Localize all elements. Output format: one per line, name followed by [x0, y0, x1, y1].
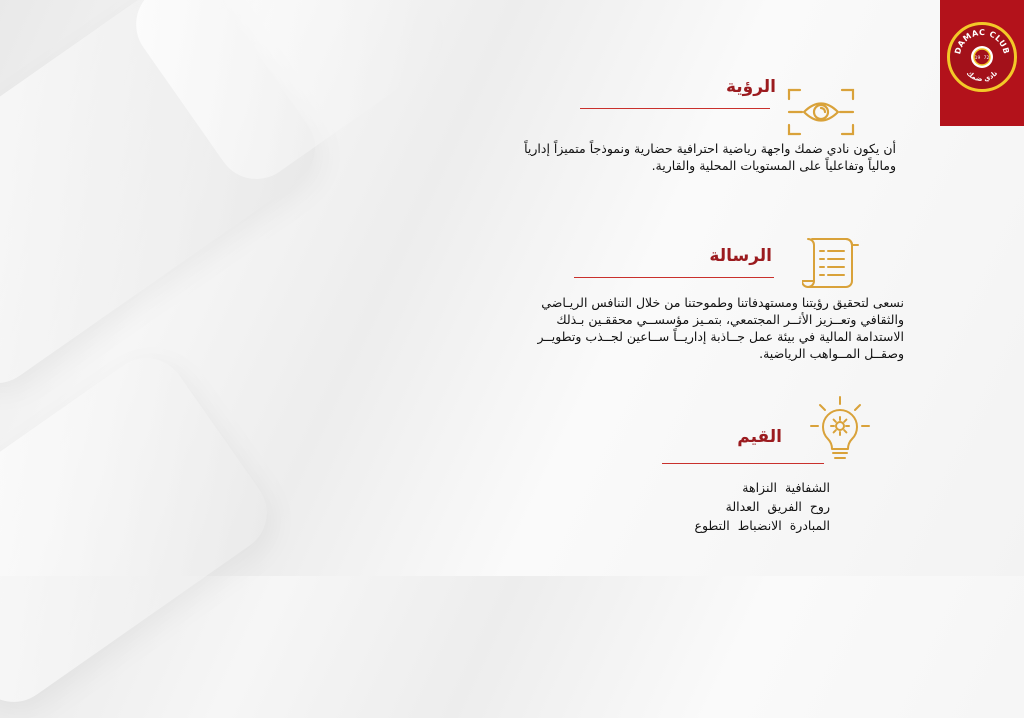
- background-shape: [0, 0, 331, 399]
- values-line: المبادرة الانضباط التطوع: [694, 518, 830, 533]
- damac-club-logo: [947, 22, 1017, 92]
- svg-text:نادي ضمك: [965, 69, 1000, 83]
- logo-text-bottom: نادي ضمك: [964, 69, 1000, 84]
- logo-text-top: DAMAC CLUB: [953, 27, 1011, 56]
- mission-text: [538, 294, 905, 362]
- values-line: روح الفريق العدالة: [725, 499, 830, 514]
- lightbulb-gear-icon: [808, 395, 872, 467]
- mission-line: نسعى لتحقيق رؤيتنا ومستهدفاتنا وطموحتنا من خلال التنافس الريـاضي: [541, 295, 904, 310]
- mission-divider: [574, 277, 774, 278]
- logo-year-right: 72: [983, 56, 990, 61]
- mission-line: والثقافي وتعــزيز الأثــر المجتمعي، بتمـيز مؤسســي محققـين بـذلك: [556, 312, 904, 327]
- values-divider: [662, 463, 824, 464]
- scroll-document-icon: [802, 231, 860, 291]
- background-shape: [120, 0, 459, 195]
- vision-text: [524, 140, 896, 174]
- background-shape: [0, 342, 282, 717]
- vision-title: الرؤية: [725, 77, 776, 97]
- values-list: [695, 478, 830, 535]
- mission-line: وصقــل المــواهب الرياضية.: [759, 346, 904, 361]
- vision-line: أن يكون نادي ضمك واجهة رياضية احترافية حضارية ونموذجاً متميزاً إدارياً: [524, 141, 896, 156]
- logo-tab: [940, 0, 1024, 126]
- vision-line: ومالياً وتفاعلياً على المستويات المحلية والقارية.: [651, 158, 896, 173]
- eye-scan-icon: [786, 87, 856, 137]
- mission-title: الرسالة: [709, 246, 772, 266]
- values-line: الشفافية النزاهة: [742, 480, 830, 495]
- mission-line: الاستدامة المالية في بيئة عمل جــاذبة إداريــاً ســاعين لجــذب وتطويــر: [537, 329, 904, 344]
- logo-year-left: 19: [974, 56, 981, 61]
- values-title: القيم: [737, 427, 782, 447]
- vision-divider: [580, 108, 770, 109]
